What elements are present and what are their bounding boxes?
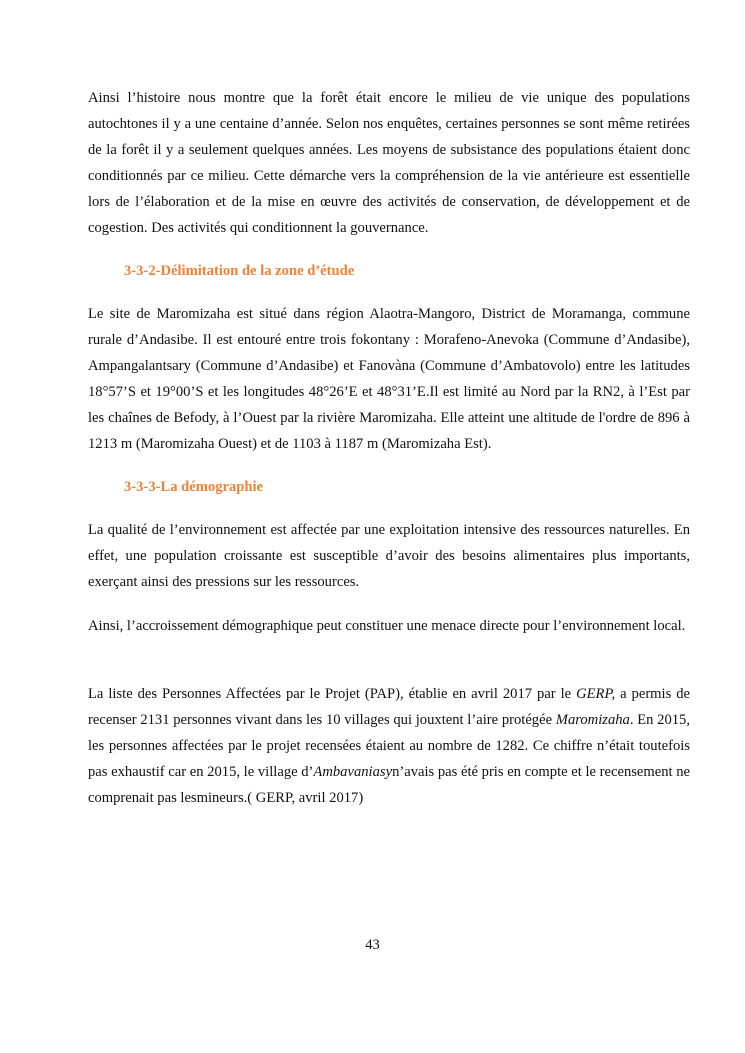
paragraph-history: Ainsi l’histoire nous montre que la forêt était encore le milieu de vie unique des populations autochtones il y a une centaine d’année. Selon nos enquêtes, certaines personnes se sont même retirées de la forêt il y a seulement quelques années. Les moyens de subsistance des populations étaient donc conditionnés par ce milieu. Cette démarche vers la compréhension de la vie antérieure est essentielle lors de l’élaboration et de la mise en œuvre des activités de conservation, de développement et de cogestion. Des activités qui conditionnent la gouvernance. (88, 90, 690, 236)
pap-text-part-1: La liste des Personnes Affectées par le Projet (PAP), établie en avril 2017 par le (88, 686, 577, 702)
section-heading-delimitation: 3-3-2-Délimitation de la zone d’étude (124, 263, 355, 279)
page-number: 43 (365, 937, 380, 953)
paragraph-site-location: Le site de Maromizaha est situé dans région Alaotra-Mangoro, District de Moramanga, commune rurale d’Andasibe. Il est entouré entre trois fokontany : Morafeno-Anevoka (Commune d’Andasibe), Ampangalantsary (Commune d’Andasibe) et Fanovàna (Commune d’Ambatovolo) entre les latitudes 18°57’S et 19°00’S et les longitudes 48°26’E et 48°31’E.Il est limité au Nord par la RN2, à l’Est par les chaînes de Befody, à l’Ouest par la rivière Maromizaha. Elle atteint une altitude de l'ordre de 896 à 1213 m (Maromizaha Ouest) et de 1103 à 1187 m (Maromizaha Est). (88, 306, 690, 452)
pap-text-part-3: . En 2015, les personnes affectées par le projet recensées étaient au nombre de 1282. Ce chiffre n’était toutefois pas exhaustif car en 2015, le village d’ (88, 712, 691, 780)
section-heading-demography: 3-3-3-La démographie (124, 479, 264, 495)
pap-italic-ambavaniasy: Ambavaniasy (313, 764, 393, 780)
paragraph-environment-quality: La qualité de l’environnement est affectée par une exploitation intensive des ressources naturelles. En effet, une population croissante est susceptible d’avoir des besoins alimentaires plus importants, exerçant ainsi des pressions sur les ressources. (88, 522, 690, 590)
pap-italic-maromizaha: Maromizaha (555, 712, 630, 728)
pap-italic-gerp: GERP, (576, 686, 616, 702)
paragraph-pap-census (88, 681, 690, 811)
paragraph-demographic-threat: Ainsi, l’accroissement démographique peut constituer une menace directe pour l’environnement local. (88, 618, 686, 634)
pap-text-part-4: n’avais pas été pris en compte et le recensement ne comprenait pas lesmineurs.( GERP, avril 2017) (88, 764, 691, 806)
pap-text-part-2: a permis de recenser 2131 personnes vivant dans les 10 villages qui jouxtent l’aire protégée (88, 686, 690, 728)
